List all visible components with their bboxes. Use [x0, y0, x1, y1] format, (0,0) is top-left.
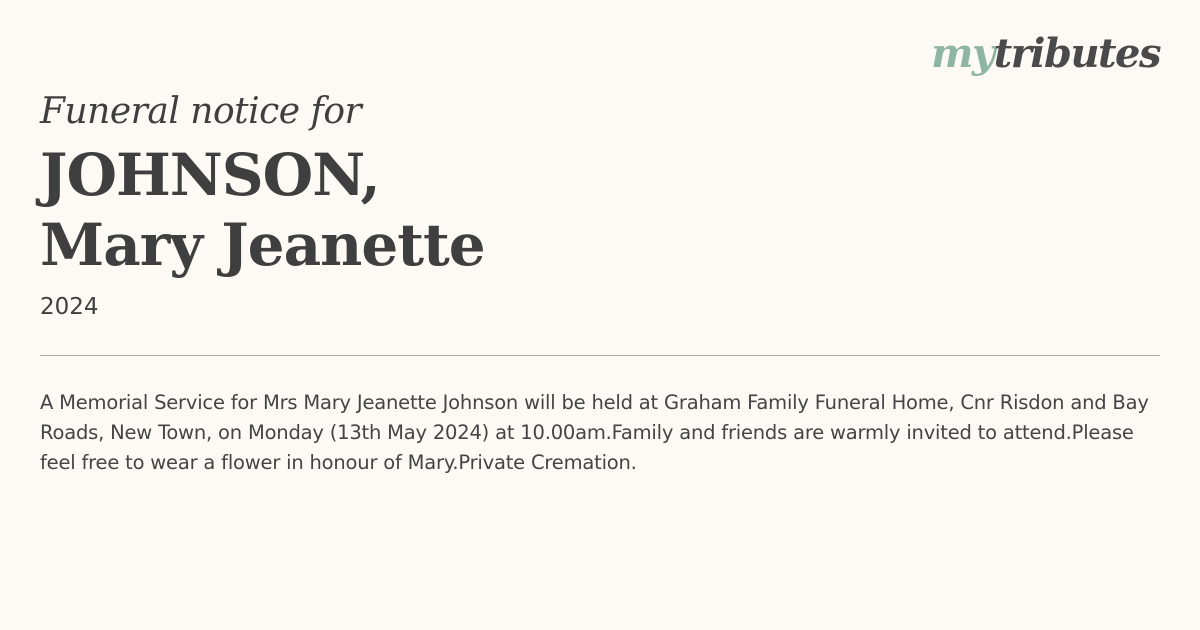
logo-part-tributes: tributes: [993, 30, 1160, 77]
notice-subtitle: Funeral notice for: [40, 91, 362, 132]
logo-part-my: my: [931, 30, 994, 77]
notice-year: 2024: [40, 294, 99, 320]
notice-body-text: A Memorial Service for Mrs Mary Jeanette Johnson will be held at Graham Family Funeral Home, Cnr Risdon and Bay Roads, New Town, on Monday (13th May 2024) at 10.00am.Family and friends are warmly invited to attend.Please feel free to wear a flower in honour of Mary.Private Cremation.: [40, 391, 1149, 474]
section-divider: [40, 355, 1160, 356]
mytributes-logo[interactable]: [931, 30, 1160, 77]
deceased-given-names: Mary Jeanette: [40, 211, 485, 279]
deceased-surname: JOHNSON,: [40, 141, 380, 209]
